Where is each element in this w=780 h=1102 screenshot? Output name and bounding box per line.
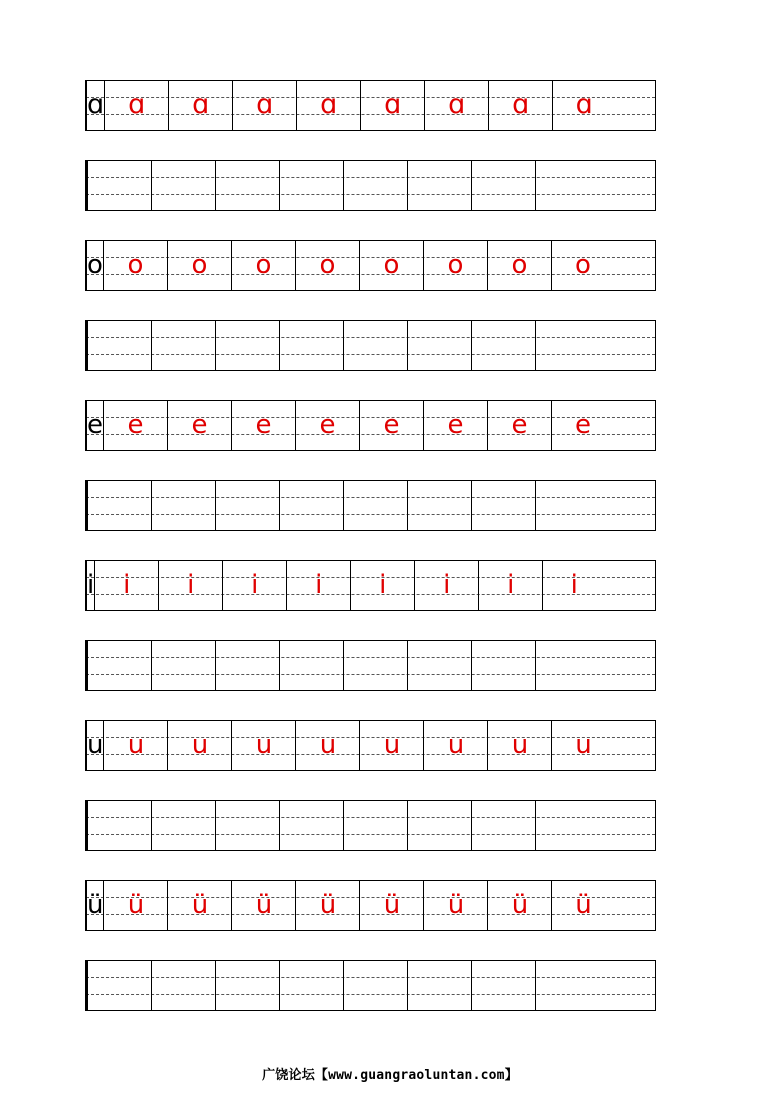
trace-cell [407,321,471,370]
trace-cell [286,561,350,610]
trace-cell [407,481,471,530]
trace-cell [343,801,407,850]
trace-cell [487,721,551,770]
trace-letter: u [575,729,592,760]
model-letter: o [87,249,103,280]
trace-letter: ü [255,889,273,920]
blank-practice-row [85,480,656,531]
trace-cell [471,641,535,690]
model-cell [86,561,94,610]
trace-letter: i [187,569,195,600]
trace-letter: e [319,409,336,440]
model-letter: ü [87,889,104,920]
model-letter: u [87,729,104,760]
trace-cell [535,161,598,210]
trace-cell [158,561,222,610]
trace-cell [535,321,598,370]
trace-letter: e [383,409,400,440]
trace-letter: i [570,569,578,600]
trace-cell [360,81,424,130]
trace-letter: e [255,409,272,440]
trace-cell [231,241,295,290]
trace-cell [104,81,168,130]
trace-cell [359,721,423,770]
trace-cell [423,881,487,930]
trace-letter: i [443,569,451,600]
trace-cell [551,401,614,450]
trace-cell [87,481,151,530]
letter-row [85,560,656,611]
worksheet-grid [85,80,656,1011]
trace-cell [542,561,605,610]
trace-cell [215,481,279,530]
trace-cell [87,961,151,1010]
trace-cell [279,161,343,210]
trace-cell [471,161,535,210]
trace-letter: ü [447,889,465,920]
trace-cell [343,161,407,210]
trace-letter: ü [575,889,592,920]
blank-practice-row [85,320,656,371]
trace-letter: i [379,569,387,600]
trace-cell [231,881,295,930]
letter-row [85,240,656,291]
trace-cell [279,801,343,850]
trace-letter: ɑ [192,89,210,120]
trace-letter: u [191,729,209,760]
model-cell [86,881,103,930]
trace-cell [151,321,215,370]
trace-cell [551,881,614,930]
footer [0,1064,780,1083]
trace-cell [87,161,151,210]
trace-cell [215,161,279,210]
trace-letter: o [319,249,336,280]
trace-cell [343,481,407,530]
trace-letter: e [575,409,591,440]
trace-letter: e [191,409,208,440]
trace-cell [296,81,360,130]
trace-cell [424,81,488,130]
trace-cell [535,641,598,690]
trace-cell [551,721,614,770]
trace-cell [407,801,471,850]
model-letter: ɑ [87,89,105,120]
trace-cell [279,321,343,370]
trace-cell [423,241,487,290]
trace-cell [151,801,215,850]
letter-row [85,880,656,931]
trace-cell [87,641,151,690]
trace-cell [103,241,167,290]
trace-letter: e [447,409,464,440]
trace-cell [471,481,535,530]
trace-cell [151,961,215,1010]
model-cell [86,401,103,450]
trace-cell [407,161,471,210]
trace-letter: i [123,569,131,600]
trace-cell [488,81,552,130]
trace-letter: o [383,249,400,280]
trace-cell [295,881,359,930]
trace-cell [423,401,487,450]
model-cell [86,241,103,290]
trace-cell [407,961,471,1010]
trace-cell [487,241,551,290]
footer-site-name: 广饶论坛 [262,1067,315,1082]
trace-letter: ɑ [128,89,146,120]
trace-letter: ü [511,889,529,920]
model-cell [86,721,103,770]
trace-cell [350,561,414,610]
trace-letter: ɑ [575,89,593,120]
trace-cell [167,881,231,930]
trace-letter: ɑ [384,89,402,120]
trace-cell [343,961,407,1010]
trace-cell [407,641,471,690]
trace-letter: i [507,569,515,600]
footer-url: 【www.guangraoluntan.com】 [314,1068,518,1083]
trace-cell [103,721,167,770]
trace-letter: o [255,249,272,280]
trace-cell [231,721,295,770]
trace-letter: o [574,249,591,280]
trace-cell [222,561,286,610]
trace-letter: o [127,249,144,280]
trace-cell [279,481,343,530]
trace-cell [151,641,215,690]
trace-cell [167,401,231,450]
trace-cell [414,561,478,610]
trace-cell [423,721,487,770]
trace-letter: ɑ [448,89,466,120]
trace-letter: u [319,729,337,760]
trace-cell [215,961,279,1010]
letter-row [85,400,656,451]
trace-letter: o [447,249,464,280]
trace-cell [471,961,535,1010]
trace-cell [215,801,279,850]
trace-letter: e [511,409,528,440]
trace-cell [151,161,215,210]
blank-practice-row [85,640,656,691]
trace-cell [343,321,407,370]
trace-cell [359,241,423,290]
trace-cell [535,481,598,530]
blank-practice-row [85,960,656,1011]
trace-letter: u [511,729,529,760]
trace-cell [478,561,542,610]
trace-letter: ɑ [256,89,274,120]
trace-cell [279,641,343,690]
trace-letter: ü [127,889,145,920]
trace-cell [295,721,359,770]
blank-practice-row [85,800,656,851]
trace-cell [359,881,423,930]
model-letter: i [87,569,95,600]
trace-cell [167,721,231,770]
trace-cell [343,641,407,690]
letter-row [85,720,656,771]
trace-cell [487,881,551,930]
trace-letter: u [255,729,273,760]
trace-cell [87,801,151,850]
trace-cell [215,321,279,370]
trace-cell [168,81,232,130]
trace-letter: o [191,249,208,280]
trace-letter: u [383,729,401,760]
trace-cell [151,481,215,530]
model-cell [86,81,104,130]
trace-cell [359,401,423,450]
trace-letter: ü [191,889,209,920]
trace-cell [487,401,551,450]
trace-cell [232,81,296,130]
blank-practice-row [85,160,656,211]
trace-letter: ü [319,889,337,920]
model-letter: e [87,409,103,440]
trace-letter: ɑ [512,89,530,120]
trace-letter: u [447,729,465,760]
trace-cell [535,961,598,1010]
trace-letter: ɑ [320,89,338,120]
trace-letter: u [127,729,145,760]
trace-letter: e [127,409,144,440]
trace-cell [103,881,167,930]
trace-cell [231,401,295,450]
trace-cell [87,321,151,370]
trace-cell [215,641,279,690]
trace-cell [552,81,615,130]
trace-cell [279,961,343,1010]
trace-cell [535,801,598,850]
trace-cell [295,241,359,290]
trace-cell [103,401,167,450]
trace-cell [471,321,535,370]
trace-letter: ü [383,889,401,920]
trace-letter: i [251,569,259,600]
trace-cell [167,241,231,290]
trace-cell [471,801,535,850]
trace-cell [94,561,158,610]
trace-letter: o [511,249,528,280]
letter-row [85,80,656,131]
trace-cell [551,241,614,290]
trace-letter: i [315,569,323,600]
trace-cell [295,401,359,450]
